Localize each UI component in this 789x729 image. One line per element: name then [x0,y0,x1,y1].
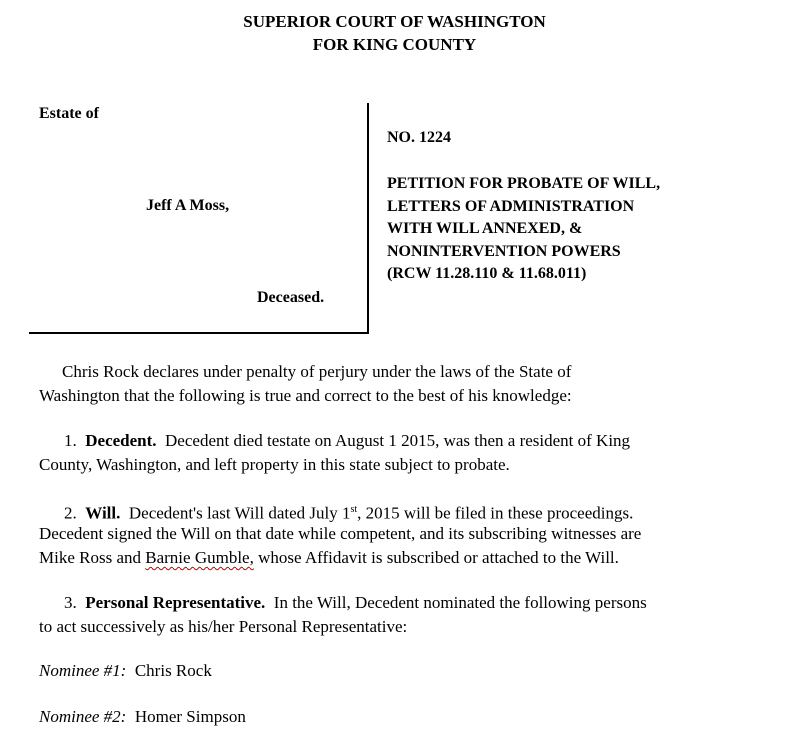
nominee-1 [39,659,212,683]
petition-title-line: (RCW 11.28.110 & 11.68.011) [387,265,587,282]
item-heading: Will. [85,503,121,523]
item-text: whose Affidavit is subscribed or attached to the Will. [253,548,619,567]
court-title-line2: FOR KING COUNTY [312,35,477,54]
nominee-label: Nominee #1: [39,661,127,680]
item-text: Decedent died testate on August 1 2015, was then a resident of King [165,431,631,450]
item-heading: Personal Representative. [85,593,266,612]
nominee-2 [39,705,246,729]
item-text: Decedent's last Will dated July 1 [128,503,351,523]
item-text: , 2015 will be filed in these proceedings. [357,503,634,523]
item-number: 1. [64,431,77,450]
item-will-line2: Decedent signed the Will on that date while competent, and its subscribing witnesses are [39,524,642,543]
deceased-label: Deceased. [257,289,325,306]
spellcheck-flagged-text[interactable]: Barnie Gumble, [145,548,254,567]
intro-line1: Chris Rock declares under penalty of perjury under the laws of the State of [62,362,572,381]
item-decedent-line1 [64,429,630,453]
case-number: NO. 1224 [387,129,451,146]
court-title-line1: SUPERIOR COURT OF WASHINGTON [243,12,546,31]
item-number: 3. [64,593,77,612]
item-heading: Decedent. [85,431,157,450]
item-personal-rep-line1 [64,591,647,615]
nominee-name: Chris Rock [134,661,212,680]
caption-vertical-rule [367,103,369,334]
item-text: In the Will, Decedent nominated the following persons [273,593,647,612]
estate-of-label: Estate of [39,105,99,122]
petition-title-line: LETTERS OF ADMINISTRATION [387,197,635,215]
item-number: 2. [64,503,77,523]
intro-line2: Washington that the following is true and correct to the best of his knowledge: [39,386,572,405]
item-decedent-line2: County, Washington, and left property in this state subject to probate. [39,455,510,474]
decedent-name: Jeff A Moss, [146,197,230,214]
item-personal-rep-line2: to act successively as his/her Personal Representative: [39,617,408,636]
caption-horizontal-rule [29,332,368,334]
ordinal-suffix: st [350,504,358,515]
petition-title-line: PETITION FOR PROBATE OF WILL, [387,175,661,192]
nominee-label: Nominee #2: [39,707,127,726]
petition-title-line: NONINTERVENTION POWERS [387,242,621,260]
item-text: Mike Ross and [39,548,146,567]
petition-title [387,173,660,286]
petition-title-line: WITH WILL ANNEXED, & [387,220,583,237]
nominee-name: Homer Simpson [134,707,246,726]
item-will-line3 [39,546,619,570]
